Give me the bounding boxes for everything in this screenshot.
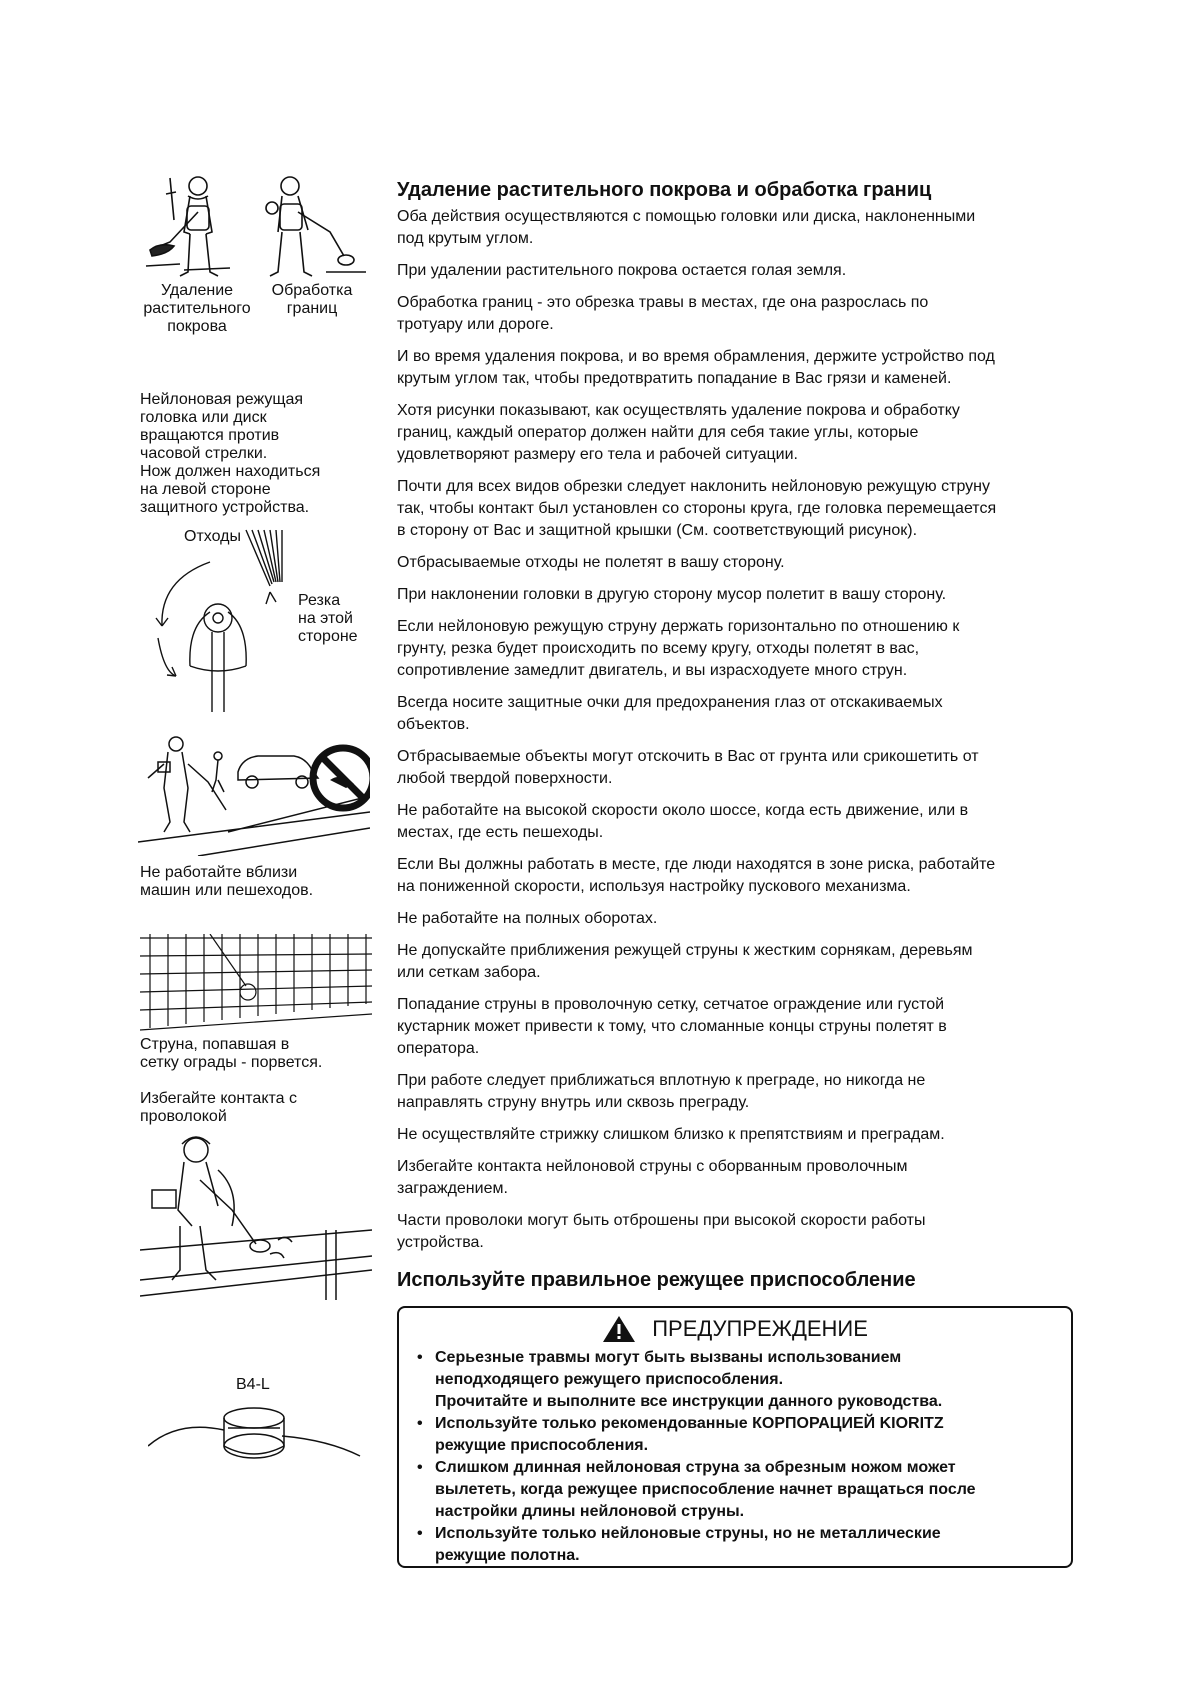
warning-item	[417, 1347, 1053, 1413]
text-line: так, чтобы контакт был установлен со стороны круга, где головка перемещается	[397, 500, 997, 517]
label-line: стороне	[298, 628, 358, 645]
caption-line: машин или пешеходов.	[140, 882, 314, 899]
note-line: на левой стороне	[140, 481, 271, 498]
traffic-caption	[140, 864, 313, 900]
warning-line: Серьезные травмы могут быть вызваны использованием	[435, 1349, 902, 1367]
paragraph	[397, 400, 1077, 466]
text-line: Не работайте на полных оборотах.	[397, 910, 658, 927]
warning-box	[397, 1306, 1073, 1568]
text-line: Не работайте на высокой скорости около шоссе, когда есть движение, или в	[397, 802, 969, 819]
caption-line: Обработка	[271, 282, 353, 299]
text-line: При работе следует приближаться вплотную к преграде, но никогда не	[397, 1072, 926, 1089]
note-line: Нож должен находиться	[140, 463, 321, 480]
paragraph	[397, 1070, 1077, 1114]
warning-line: неподходящего режущего приспособления.	[435, 1371, 784, 1389]
text-line: Не допускайте приближения режущей струны к жестким сорнякам, деревьям	[397, 942, 973, 959]
warning-line: Слишком длинная нейлоновая струна за обрезным ножом может	[435, 1459, 956, 1477]
paragraph	[397, 1156, 1077, 1200]
text-line: Почти для всех видов обрезки следует наклонить нейлоновую режущую струну	[397, 478, 991, 495]
text-line: Попадание струны в проволочную сетку, сетчатое ограждение или густой	[397, 996, 945, 1013]
note-line: защитного устройства.	[140, 499, 310, 516]
bullet: •	[417, 1415, 423, 1433]
caption-line: границ	[286, 300, 338, 317]
text-line: направлять струну внутрь или сквозь преграду.	[397, 1094, 750, 1111]
rotation-diagram	[150, 526, 290, 712]
text-line: кустарник может привести к тому, что сломанные концы струны полетят в	[397, 1018, 947, 1035]
text-line: любой твердой поверхности.	[397, 770, 613, 787]
caption-line: Струна, попавшая в	[140, 1036, 290, 1053]
head-label: B4-L	[236, 1376, 270, 1393]
warning-line: вылететь, когда режущее приспособление начнет вращаться после	[435, 1481, 976, 1499]
text-line: грунту, резка будет происходить по всему кругу, отходы полетят в вас,	[397, 640, 920, 657]
text-line: Избегайте контакта нейлоновой струны с оборванным проволочным	[397, 1158, 908, 1175]
note-line: вращаются против	[140, 427, 280, 444]
prohibited-near-traffic-illustration	[138, 732, 370, 856]
main-content	[397, 178, 1077, 1296]
scalping-caption	[138, 282, 256, 336]
caption-line: Удаление	[160, 282, 234, 299]
caption-line: сетку ограды - порвется.	[140, 1054, 323, 1071]
paragraph	[397, 692, 1077, 736]
text-line: Если нейлоновую режущую струну держать горизонтально по отношению к	[397, 618, 960, 635]
warning-header	[417, 1314, 1053, 1343]
text-line: крутым углом так, чтобы предотвратить попадание в Вас грязи и каменей.	[397, 370, 952, 387]
text-line: на пониженной скорости, используя настройку пускового механизма.	[397, 878, 911, 895]
paragraph	[397, 940, 1077, 984]
bullet: •	[417, 1459, 423, 1477]
paragraph	[397, 800, 1077, 844]
text-line: Отбрасываемые объекты могут отскочить в Вас от грунта или срикошетить от	[397, 748, 979, 765]
paragraph	[397, 616, 1077, 682]
warning-item	[417, 1457, 1053, 1523]
cut-side-label	[298, 592, 358, 646]
text-line: Если Вы должны работать в месте, где люди находятся в зоне риска, работайте	[397, 856, 996, 873]
text-line: заграждением.	[397, 1180, 508, 1197]
text-line: Всегда носите защитные очки для предохранения глаз от отскакиваемых	[397, 694, 943, 711]
section-title-cutting-attachment: Используйте правильное режущее приспособление	[397, 1269, 916, 1291]
note-line: часовой стрелки.	[140, 445, 268, 462]
paragraph	[397, 552, 1077, 574]
text-line: местах, где есть пешеходы.	[397, 824, 604, 841]
warning-line: Прочитайте и выполните все инструкции данного руководства.	[435, 1393, 943, 1411]
paragraph	[397, 1124, 1077, 1146]
warning-item	[417, 1413, 1053, 1457]
note-line: Нейлоновая режущая	[140, 391, 304, 408]
paragraph	[397, 206, 1077, 250]
bullet: •	[417, 1349, 423, 1367]
paragraph	[397, 476, 1077, 542]
cutting-head-b4l-illustration	[148, 1400, 362, 1474]
paragraph	[397, 908, 1077, 930]
label-line: на этой	[298, 610, 353, 627]
paragraph	[397, 260, 1077, 282]
warning-line: Используйте только нейлоновые струны, но не металлические	[435, 1525, 941, 1543]
caption-line: проволокой	[140, 1108, 227, 1125]
bullet: •	[417, 1525, 423, 1543]
fence-caption	[140, 1036, 322, 1072]
text-line: И во время удаления покрова, и во время обрамления, держите устройство под	[397, 348, 995, 365]
warning-item	[417, 1523, 1053, 1567]
text-line: Отбрасываемые отходы не полетят в вашу сторону.	[397, 554, 785, 571]
caption-line: покрова	[167, 318, 227, 335]
label-line: Резка	[298, 592, 341, 609]
text-line: тротуару или дороге.	[397, 316, 554, 333]
warning-line: Используйте только рекомендованные КОРПОРАЦИЕЙ KIORITZ	[435, 1415, 944, 1433]
note-line: головка или диск	[140, 409, 267, 426]
text-line: При удалении растительного покрова остается голая земля.	[397, 262, 847, 279]
section-title-scalping: Удаление растительного покрова и обработка границ	[397, 179, 932, 201]
warning-line: настройки длины нейлоновой струны.	[435, 1503, 745, 1521]
text-line: или сеткам забора.	[397, 964, 541, 981]
text-line: Обработка границ - это обрезка травы в местах, где она разрослась по	[397, 294, 929, 311]
text-line: оператора.	[397, 1040, 480, 1057]
paragraph	[397, 746, 1077, 790]
paragraph	[397, 1210, 1077, 1254]
paragraph	[397, 994, 1077, 1060]
caption-line: растительного	[143, 300, 251, 317]
scalping-edging-illustration	[140, 172, 370, 280]
wire-fence-illustration	[140, 934, 372, 1036]
text-line: При наклонении головки в другую сторону мусор полетит в вашу сторону.	[397, 586, 947, 603]
paragraph	[397, 292, 1077, 336]
paragraph	[397, 346, 1077, 390]
text-line: границ, каждый оператор должен найти для себя такие углы, которые	[397, 424, 919, 441]
text-line: устройства.	[397, 1234, 484, 1251]
text-line: Оба действия осуществляются с помощью головки или диска, наклоненными	[397, 208, 976, 225]
warning-title: ПРЕДУПРЕЖДЕНИЕ	[652, 1316, 868, 1342]
text-line: объектов.	[397, 716, 470, 733]
wire-caption	[140, 1090, 297, 1126]
warning-line: режущие приспособления.	[435, 1437, 649, 1455]
wire-contact-illustration	[140, 1130, 372, 1306]
text-line: Не осуществляйте стрижку слишком близко к препятствиям и преградам.	[397, 1126, 945, 1143]
waste-label: Отходы	[184, 528, 241, 545]
edging-caption	[262, 282, 362, 318]
text-line: под крутым углом.	[397, 230, 534, 247]
text-line: сопротивление замедлит двигатель, и вы израсходуете много струн.	[397, 662, 908, 679]
text-line: Части проволоки могут быть отброшены при высокой скорости работы	[397, 1212, 926, 1229]
caption-line: Избегайте контакта с	[140, 1090, 297, 1107]
text-line: Хотя рисунки показывают, как осуществлять удаление покрова и обработку	[397, 402, 960, 419]
text-line: удовлетворяют размеру его тела и рабочей ситуации.	[397, 446, 798, 463]
warning-triangle-icon	[602, 1315, 636, 1343]
paragraph	[397, 584, 1077, 606]
paragraph	[397, 854, 1077, 898]
rotation-note	[140, 391, 380, 517]
warning-line: режущие полотна.	[435, 1547, 580, 1565]
caption-line: Не работайте вблизи	[140, 864, 298, 881]
text-line: в сторону от Вас и защитной крышки (См. соответствующий рисунок).	[397, 522, 918, 539]
